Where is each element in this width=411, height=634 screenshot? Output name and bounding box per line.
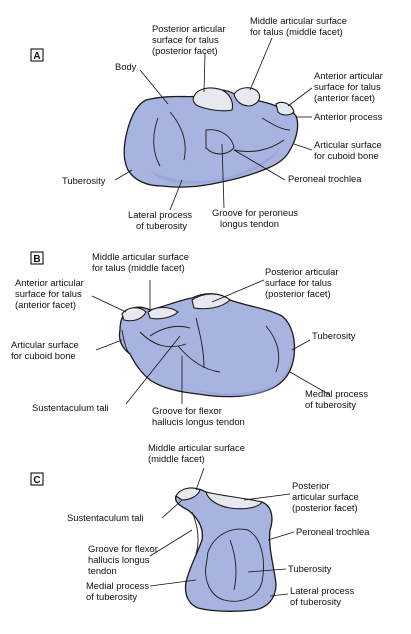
label-c-sustentaculum: Sustentaculum tali [67,512,144,523]
label-c-groove-flexor: Groove for flexor [88,543,158,554]
svg-text:(posterior facet): (posterior facet) [152,45,218,56]
svg-text:surface for talus: surface for talus [15,288,82,299]
svg-text:for cuboid bone: for cuboid bone [11,350,76,361]
leader-c-trochlea [268,532,294,540]
label-a-posterior-facet: Posterior articular [152,23,226,34]
label-a-groove-peroneus: Groove for peroneus [212,207,298,218]
label-b-tuberosity: Tuberosity [312,330,356,341]
label-a-anterior-process: Anterior process [314,111,383,122]
svg-text:(middle facet): (middle facet) [148,453,205,464]
label-a-tuberosity: Tuberosity [62,175,106,186]
label-b-middle-facet: Middle articular surface [92,251,189,262]
panel-a [31,15,383,231]
leader-b-cuboid [96,340,122,350]
label-b-cuboid: Articular surface [11,339,79,350]
label-b-sustentaculum: Sustentaculum tali [32,402,109,413]
label-c-tuberosity: Tuberosity [288,563,332,574]
panel-a-letter: A [33,51,41,62]
calcaneus-medial-view [119,294,294,397]
label-b-posterior-facet: Posterior articular [265,266,339,277]
anterior-facet-a [276,102,294,115]
svg-text:(anterior facet): (anterior facet) [15,299,76,310]
leader-c-middle [196,468,204,490]
calcaneus-posterior-view [176,488,276,611]
svg-text:(posterior facet): (posterior facet) [265,288,331,299]
label-a-body: Body [115,61,137,72]
label-c-lateral-process: Lateral process [290,585,355,596]
panel-c [31,442,370,611]
label-b-groove-flexor: Groove for flexor [152,405,222,416]
leader-a-middle [250,38,272,90]
svg-text:hallucis longus: hallucis longus [88,554,150,565]
svg-text:tendon: tendon [88,565,117,576]
svg-text:of tuberosity: of tuberosity [290,596,342,607]
svg-text:articular surface: articular surface [292,491,359,502]
svg-text:hallucis longus tendon: hallucis longus tendon [152,416,245,427]
leader-b-anterior [92,296,126,312]
leader-b-posterior [212,280,264,302]
svg-text:surface for talus: surface for talus [265,277,332,288]
leader-a-posterior [204,53,205,92]
leader-c-posterior [244,494,290,500]
svg-text:of tuberosity: of tuberosity [136,220,188,231]
svg-text:for talus (middle facet): for talus (middle facet) [250,26,343,37]
svg-text:of tuberosity: of tuberosity [86,591,138,602]
panel-b [11,251,368,427]
svg-text:surface for talus: surface for talus [152,34,219,45]
leader-a-anterior-facet [288,88,312,106]
label-a-middle-facet: Middle articular surface [250,15,347,26]
svg-text:(anterior facet): (anterior facet) [314,92,375,103]
label-a-anterior-facet: Anterior articular [314,70,383,81]
svg-text:(posterior facet): (posterior facet) [292,502,358,513]
label-b-medial-process: Medial process [305,388,369,399]
label-a-lateral-process: Lateral process [128,209,193,220]
leader-a-tuberosity [115,170,132,180]
panel-b-letter: B [33,254,41,265]
label-b-anterior-facet: Anterior articular [15,277,84,288]
label-c-posterior-facet: Posterior [292,480,330,491]
label-c-middle-facet: Middle articular surface [148,442,245,453]
svg-text:of tuberosity: of tuberosity [305,399,357,410]
label-a-peroneal-trochlea: Peroneal trochlea [288,173,362,184]
leader-a-cuboid [294,144,312,150]
label-c-medial-process: Medial process [86,580,150,591]
svg-text:for cuboid bone: for cuboid bone [314,150,379,161]
panel-c-letter: C [33,475,41,486]
label-a-cuboid: Articular surface [314,139,382,150]
label-c-peroneal-trochlea: Peroneal trochlea [296,526,370,537]
svg-text:for talus (middle facet): for talus (middle facet) [92,262,185,273]
leader-c-sustentaculum [162,500,182,518]
svg-text:longus tendon: longus tendon [220,218,279,229]
svg-text:surface for talus: surface for talus [314,81,381,92]
